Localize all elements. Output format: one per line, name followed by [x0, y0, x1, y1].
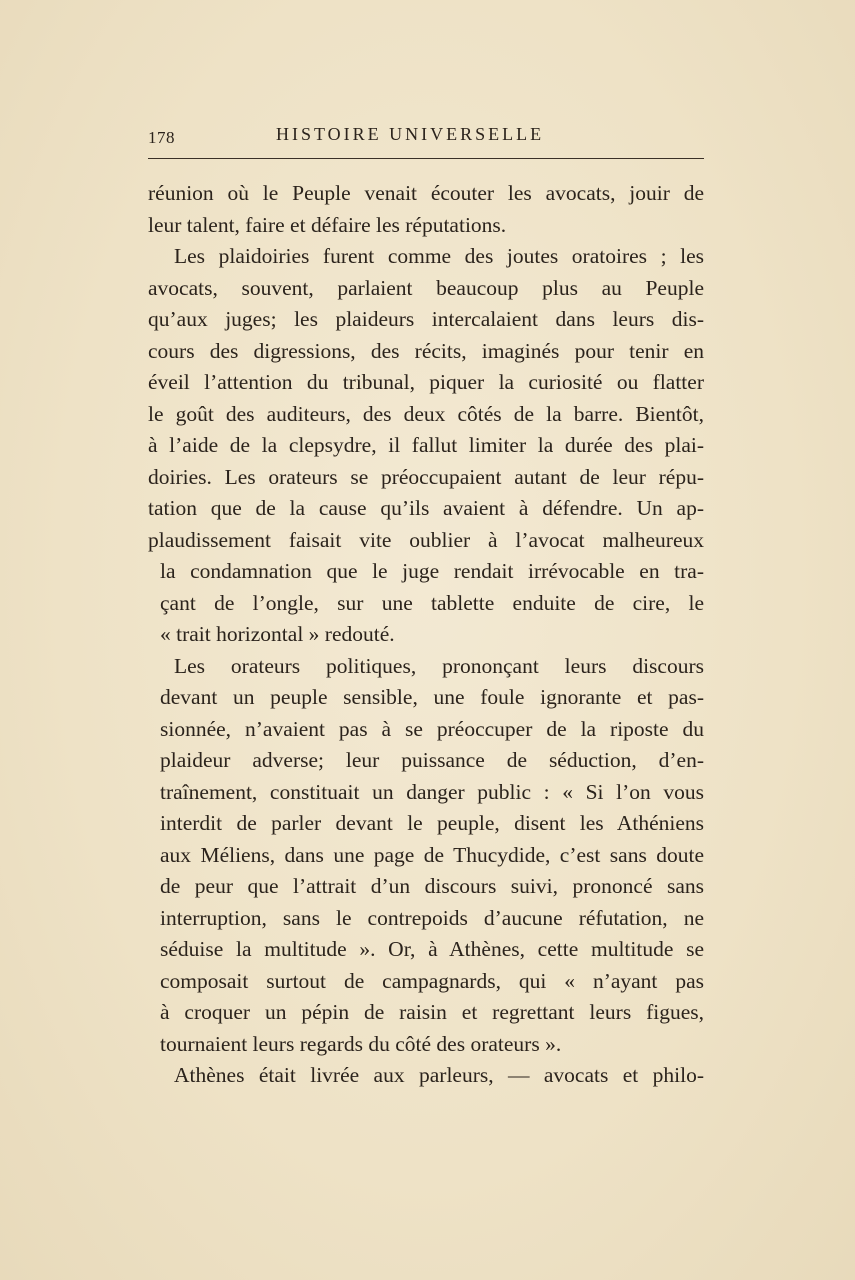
text-line: devant un peuple sensible, une foule ignorante et pas- — [160, 685, 704, 709]
text-line: réunion où le Peuple venait écouter les avocats, jouir de — [148, 181, 704, 205]
text-line: interruption, sans le contrepoids d’aucune réfutation, ne — [160, 905, 704, 930]
text-line: éveil l’attention du tribunal, piquer la curiosité ou flatter — [148, 370, 704, 394]
text-line: qu’aux juges; les plaideurs intercalaient dans leurs dis- — [148, 307, 704, 331]
page-header — [148, 124, 704, 154]
text-line: Les orateurs politiques, prononçant leurs discours — [174, 653, 704, 678]
text-line: Athènes était livrée aux parleurs, — avocats et philo- — [174, 1063, 704, 1087]
text-line: avocats, souvent, parlaient beaucoup plus au Peuple — [148, 275, 704, 300]
header-rule — [148, 158, 704, 159]
text-line: à l’aide de la clepsydre, il fallut limiter la durée des plai- — [148, 433, 704, 457]
text-line: tation que de la cause qu’ils avaient à défendre. Un ap- — [148, 496, 704, 520]
text-line: Les plaidoiries furent comme des joutes oratoires ; les — [174, 244, 704, 268]
text-line: composait surtout de campagnards, qui « n’ayant pas — [160, 968, 704, 993]
text-line: le goût des auditeurs, des deux côtés de la barre. Bientôt, — [148, 401, 704, 426]
text-line: à croquer un pépin de raisin et regrettant leurs figues, — [160, 1000, 704, 1024]
text-line: plaideur adverse; leur puissance de séduction, d’en- — [160, 748, 704, 772]
text-line: « trait horizontal » redouté. — [160, 622, 395, 646]
text-line: leur talent, faire et défaire les réputations. — [148, 212, 507, 237]
page-number: 178 — [148, 128, 175, 147]
text-line: sionnée, n’avaient pas à se préoccuper de la riposte du — [160, 716, 704, 741]
text-line: doiries. Les orateurs se préoccupaient autant de leur répu- — [148, 464, 704, 489]
text-line: aux Méliens, dans une page de Thucydide, c’est sans doute — [160, 842, 704, 867]
text-line: interdit de parler devant le peuple, disent les Athéniens — [160, 811, 704, 835]
text-line: traînement, constituait un danger public : « Si l’on vous — [160, 779, 704, 804]
running-head: HISTOIRE UNIVERSELLE — [276, 124, 545, 144]
text-line: de peur que l’attrait d’un discours suivi, prononcé sans — [160, 874, 704, 898]
text-line: la condamnation que le juge rendait irrévocable en tra- — [160, 559, 704, 583]
text-line: çant de l’ongle, sur une tablette enduite de cire, le — [160, 590, 704, 615]
body-text — [148, 178, 704, 1092]
text-line: séduise la multitude ». Or, à Athènes, cette multitude se — [160, 937, 704, 961]
text-line: plaudissement faisait vite oublier à l’avocat malheureux — [148, 527, 704, 552]
text-line: tournaient leurs regards du côté des orateurs ». — [160, 1031, 562, 1056]
text-line: cours des digressions, des récits, imaginés pour tenir en — [148, 338, 704, 363]
